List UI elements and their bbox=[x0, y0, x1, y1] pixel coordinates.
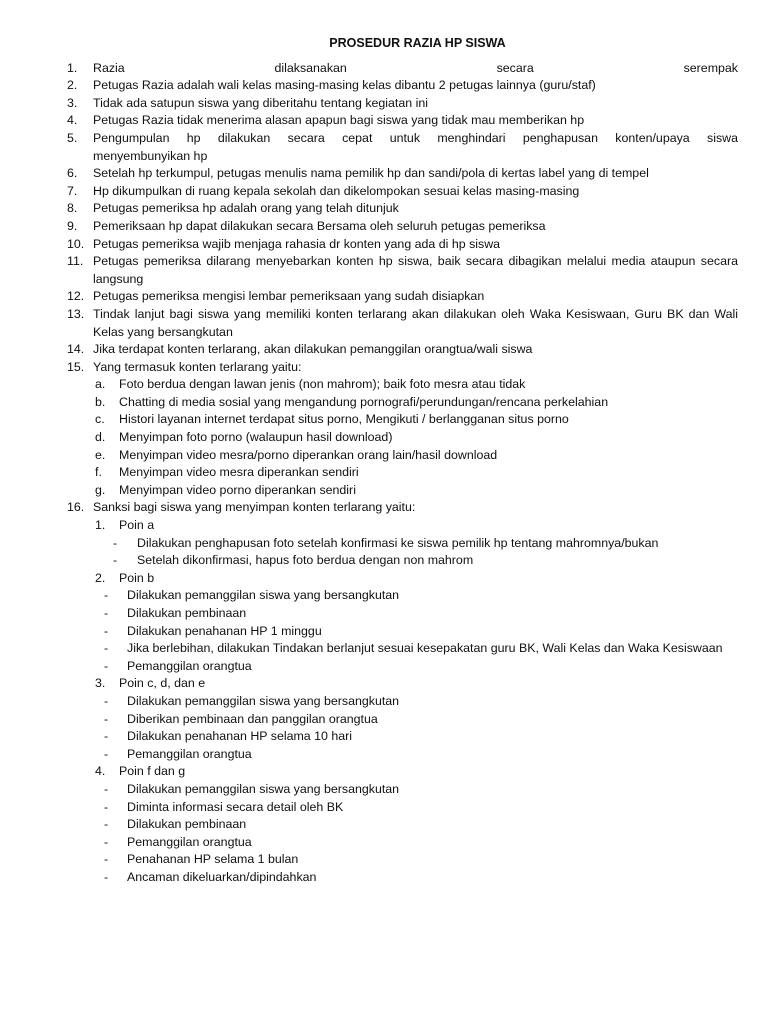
list-item bbox=[67, 464, 738, 482]
item-letter: d. bbox=[95, 430, 106, 445]
item-number: 4. bbox=[67, 113, 78, 128]
dash-bullet: - bbox=[104, 817, 109, 832]
sanction-heading bbox=[67, 570, 738, 588]
item-text: Poin a bbox=[119, 518, 155, 533]
dash-bullet: - bbox=[104, 729, 109, 744]
item-text: Ancaman dikeluarkan/dipindahkan bbox=[127, 869, 317, 884]
list-item bbox=[67, 288, 738, 306]
dash-bullet: - bbox=[104, 606, 109, 620]
list-item bbox=[67, 605, 738, 623]
item-number: 4. bbox=[95, 764, 106, 779]
list-item bbox=[67, 95, 738, 113]
list-item bbox=[67, 587, 738, 605]
list-item bbox=[67, 359, 738, 377]
item-letter: a. bbox=[95, 377, 106, 392]
item-number: 10. bbox=[67, 236, 85, 251]
list-item bbox=[67, 781, 738, 799]
item-text-continued: Kelas yang bersangkutan bbox=[93, 324, 233, 339]
list-item bbox=[67, 77, 738, 95]
item-text: Dilakukan pemanggilan siswa yang bersangkutan bbox=[127, 781, 400, 796]
sanction-heading bbox=[67, 675, 738, 693]
item-text: Pemeriksaan hp dapat dilakukan secara Bersama oleh seluruh petugas pemeriksa bbox=[93, 218, 546, 233]
dash-bullet: - bbox=[104, 641, 109, 656]
item-text: Yang termasuk konten terlarang yaitu: bbox=[93, 359, 302, 374]
item-number: 13. bbox=[67, 306, 85, 321]
item-text: Dilakukan penahanan HP selama 10 hari bbox=[127, 729, 353, 744]
item-text: Poin b bbox=[119, 570, 155, 585]
item-text: Diminta informasi secara detail oleh BK bbox=[127, 799, 344, 814]
list-item bbox=[67, 60, 738, 78]
item-text: Tidak ada satupun siswa yang diberitahu tentang kegiatan ini bbox=[93, 95, 429, 110]
item-text: Pemanggilan orangtua bbox=[127, 658, 252, 673]
list-item bbox=[67, 411, 738, 429]
list-item bbox=[67, 623, 738, 641]
item-number: 1. bbox=[67, 60, 78, 75]
list-item bbox=[67, 869, 738, 887]
item-number: 3. bbox=[95, 676, 106, 691]
item-text-continued: menyembunyikan hp bbox=[93, 148, 208, 163]
dash-bullet: - bbox=[104, 623, 109, 638]
dash-bullet: - bbox=[104, 693, 109, 708]
item-text: Poin c, d, dan e bbox=[119, 676, 206, 691]
item-text-continued: langsung bbox=[93, 271, 144, 286]
dash-bullet: - bbox=[113, 553, 118, 568]
list-item bbox=[67, 552, 738, 570]
list-item bbox=[67, 834, 738, 852]
item-text: Petugas pemeriksa wajib menjaga rahasia dr konten yang ada di hp siswa bbox=[93, 236, 501, 251]
item-number: 9. bbox=[67, 218, 78, 233]
list-item bbox=[67, 183, 738, 201]
item-text: Tindak lanjut bagi siswa yang memiliki konten terlarang akan dilakukan oleh Waka Kesiswaan, Guru BK dan Wali bbox=[93, 306, 738, 321]
prohibited-content-list bbox=[67, 376, 738, 499]
item-text: Jika terdapat konten terlarang, akan dilakukan pemanggilan orangtua/wali siswa bbox=[93, 342, 533, 357]
item-number: 16. bbox=[67, 500, 85, 515]
list-item bbox=[67, 341, 738, 359]
list-item bbox=[67, 306, 738, 341]
list-item bbox=[67, 429, 738, 447]
dash-bullet: - bbox=[104, 746, 109, 761]
dash-bullet: - bbox=[104, 781, 109, 796]
list-item bbox=[67, 130, 738, 165]
item-number: 3. bbox=[67, 95, 78, 110]
item-text: Dilakukan penghapusan foto setelah konfirmasi ke siswa pemilik hp tentang mahromnya/bukan bbox=[137, 535, 659, 550]
item-text: Hp dikumpulkan di ruang kepala sekolah dan dikelompokan sesuai kelas masing-masing bbox=[93, 183, 580, 198]
dash-bullet: - bbox=[104, 799, 109, 814]
item-text: Petugas pemeriksa hp adalah orang yang telah ditunjuk bbox=[93, 201, 399, 216]
item-text: Petugas Razia tidak menerima alasan apapun bagi siswa yang tidak mau memberikan hp bbox=[93, 113, 585, 128]
item-number: 7. bbox=[67, 183, 78, 198]
list-item bbox=[67, 236, 738, 254]
item-text: Petugas pemeriksa dilarang menyebarkan konten hp siswa, baik secara dibagikan melalui media ataupun secara bbox=[93, 254, 738, 269]
list-item bbox=[67, 799, 738, 817]
item-text: Penahanan HP selama 1 bulan bbox=[127, 852, 299, 867]
sanction-heading bbox=[67, 763, 738, 781]
item-text: Setelah hp terkumpul, petugas menulis nama pemilik hp dan sandi/pola di kertas label yang di tempel bbox=[93, 166, 649, 181]
list-item bbox=[67, 376, 738, 394]
item-number: 2. bbox=[67, 78, 78, 93]
list-item bbox=[67, 728, 738, 746]
list-item bbox=[67, 253, 738, 288]
item-text: Pemanggilan orangtua bbox=[127, 834, 252, 849]
list-item bbox=[67, 218, 738, 236]
item-number: 2. bbox=[95, 570, 106, 585]
dash-bullet: - bbox=[104, 658, 109, 673]
list-item bbox=[67, 447, 738, 465]
item-text: Sanksi bagi siswa yang menyimpan konten terlarang yaitu: bbox=[93, 500, 416, 515]
item-text: Foto berdua dengan lawan jenis (non mahrom); baik foto mesra atau tidak bbox=[119, 377, 526, 392]
procedure-list bbox=[67, 60, 738, 887]
item-text: Jika berlebihan, dilakukan Tindakan berlanjut sesuai kesepakatan guru BK, Wali Kelas dan Waka Kesiswaan bbox=[127, 641, 723, 656]
item-text: Poin f dan g bbox=[119, 764, 186, 779]
item-number: 14. bbox=[67, 342, 85, 357]
item-text: Chatting di media sosial yang mengandung pornografi/perundungan/rencana perkelahian bbox=[119, 394, 609, 409]
list-item bbox=[67, 658, 738, 676]
list-item bbox=[67, 499, 738, 517]
list-item bbox=[67, 535, 738, 553]
list-item bbox=[67, 200, 738, 218]
list-item bbox=[67, 165, 738, 183]
list-item bbox=[67, 640, 738, 658]
dash-bullet: - bbox=[104, 852, 109, 867]
item-letter: f. bbox=[95, 465, 102, 480]
dash-bullet: - bbox=[104, 869, 109, 884]
item-text: Menyimpan video mesra diperankan sendiri bbox=[119, 465, 359, 480]
item-text: Diberikan pembinaan dan panggilan orangtua bbox=[127, 711, 378, 726]
item-text: Dilakukan pembinaan bbox=[127, 606, 247, 620]
item-text: Pemanggilan orangtua bbox=[127, 746, 252, 761]
dash-bullet: - bbox=[104, 588, 109, 603]
item-text: Dilakukan pembinaan bbox=[127, 817, 247, 832]
item-text: Dilakukan pemanggilan siswa yang bersangkutan bbox=[127, 588, 400, 603]
item-text: Menyimpan foto porno (walaupun hasil download) bbox=[119, 430, 393, 445]
item-text: Setelah dikonfirmasi, hapus foto berdua dengan non mahrom bbox=[137, 553, 474, 568]
item-number: 5. bbox=[67, 130, 78, 145]
item-text: Menyimpan video mesra/porno diperankan orang lain/hasil download bbox=[119, 447, 498, 462]
item-number: 6. bbox=[67, 166, 78, 181]
list-item bbox=[67, 746, 738, 764]
dash-bullet: - bbox=[104, 711, 109, 726]
item-letter: b. bbox=[95, 394, 106, 409]
list-item bbox=[67, 851, 738, 869]
list-item bbox=[67, 482, 738, 500]
list-item bbox=[67, 112, 738, 130]
item-letter: e. bbox=[95, 447, 106, 462]
item-text: Petugas pemeriksa mengisi lembar pemeriksaan yang sudah disiapkan bbox=[93, 289, 485, 304]
item-number: 12. bbox=[67, 289, 85, 304]
item-number: 1. bbox=[95, 518, 106, 533]
item-text: Dilakukan pemanggilan siswa yang bersangkutan bbox=[127, 693, 400, 708]
item-letter: c. bbox=[95, 412, 105, 427]
list-item bbox=[67, 711, 738, 729]
item-number: 8. bbox=[67, 201, 78, 216]
item-text: Petugas Razia adalah wali kelas masing-masing kelas dibantu 2 petugas lainnya (guru/staf) bbox=[93, 78, 596, 93]
item-text: Histori layanan internet terdapat situs porno, Mengikuti / berlangganan situs porno bbox=[119, 412, 569, 427]
dash-bullet: - bbox=[104, 834, 109, 849]
item-text: Dilakukan penahanan HP 1 minggu bbox=[127, 623, 322, 638]
list-item bbox=[67, 816, 738, 834]
item-number: 15. bbox=[67, 359, 85, 374]
document-title: PROSEDUR RAZIA HP SISWA bbox=[329, 36, 506, 50]
item-text: Pengumpulan hp dilakukan secara cepat untuk menghindari penghapusan konten/upaya siswa bbox=[93, 130, 738, 145]
item-letter: g. bbox=[95, 482, 106, 497]
list-item bbox=[67, 394, 738, 412]
dash-bullet: - bbox=[113, 535, 118, 550]
sanction-heading bbox=[67, 517, 738, 535]
item-number: 11. bbox=[67, 254, 84, 269]
item-text: Menyimpan video porno diperankan sendiri bbox=[119, 482, 356, 497]
list-item bbox=[67, 693, 738, 711]
sanction-list bbox=[67, 517, 738, 886]
item-text: Razia dilaksanakan secara serempak bbox=[93, 60, 738, 75]
